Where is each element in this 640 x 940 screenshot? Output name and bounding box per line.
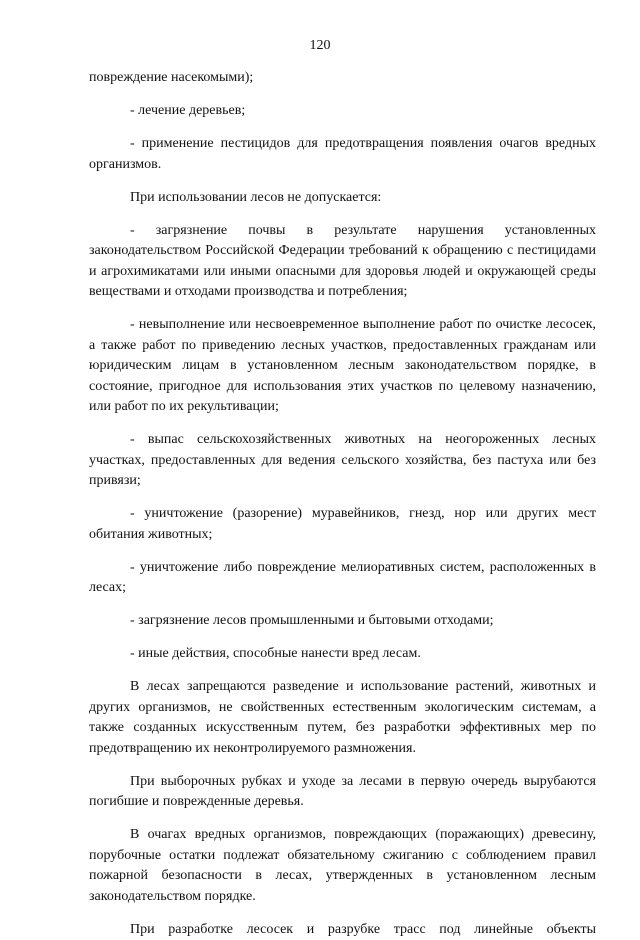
- list-item-livestock-grazing: - выпас сельскохозяйственных животных на неогороженных лесных участках, предоставленных для ведения сельского хозяйства, без пастуха или без привязи;: [89, 430, 596, 492]
- paragraph-pest-foci: В очагах вредных организмов, повреждающих (поражающих) древесину, порубочные остатки подлежат обязательному сжиганию с соблюдением правил пожарной безопасности в лесах, утвержденных в установленном лесным законодательством порядке.: [89, 825, 596, 907]
- paragraph-linear-objects: При разработке лесосек и разрубке трасс под линейные объекты: [89, 920, 596, 940]
- paragraph-continuation: повреждение насекомыми);: [89, 68, 596, 89]
- paragraph-invasive-species: В лесах запрещаются разведение и использование растений, животных и других организмов, не свойственных естественным экологическим системам, а также созданных искусственным путем, без разработки эффективных мер по предотвращению их неконтролируемого размножения.: [89, 677, 596, 759]
- list-item-habitat-destruction: - уничтожение (разорение) муравейников, гнезд, нор или других мест обитания животных;: [89, 504, 596, 545]
- list-item-melioration-damage: - уничтожение либо повреждение мелиоративных систем, расположенных в лесах;: [89, 558, 596, 599]
- paragraph-selective-felling: При выборочных рубках и уходе за лесами в первую очередь вырубаются погибшие и поврежденные деревья.: [89, 772, 596, 813]
- list-item-soil-pollution: - загрязнение почвы в результате нарушения установленных законодательством Российской Федерации требований к обращению с пестицидами и агрохимикатами или иными опасными для здоровья людей и окружающей среды веществами и отходами производства и потребления;: [89, 221, 596, 303]
- list-item-waste-pollution: - загрязнение лесов промышленными и бытовыми отходами;: [89, 611, 596, 632]
- list-item-pesticides-use: - применение пестицидов для предотвращения появления очагов вредных организмов.: [89, 134, 596, 175]
- paragraph-prohibitions-intro: При использовании лесов не допускается:: [89, 188, 596, 209]
- list-item-cleanup-failure: - невыполнение или несвоевременное выполнение работ по очистке лесосек, а также работ по приведению лесных участков, предоставленных гражданам или юридическим лицам в установленном лесным законодательством порядке, в состояние, пригодное для использования этих участков по целевому назначению, или работ по их рекультивации;: [89, 315, 596, 418]
- page-number: 120: [0, 37, 640, 55]
- document-body: [89, 68, 596, 940]
- list-item-other-harm: - иные действия, способные нанести вред лесам.: [89, 644, 596, 665]
- list-item-tree-treatment: - лечение деревьев;: [89, 101, 596, 122]
